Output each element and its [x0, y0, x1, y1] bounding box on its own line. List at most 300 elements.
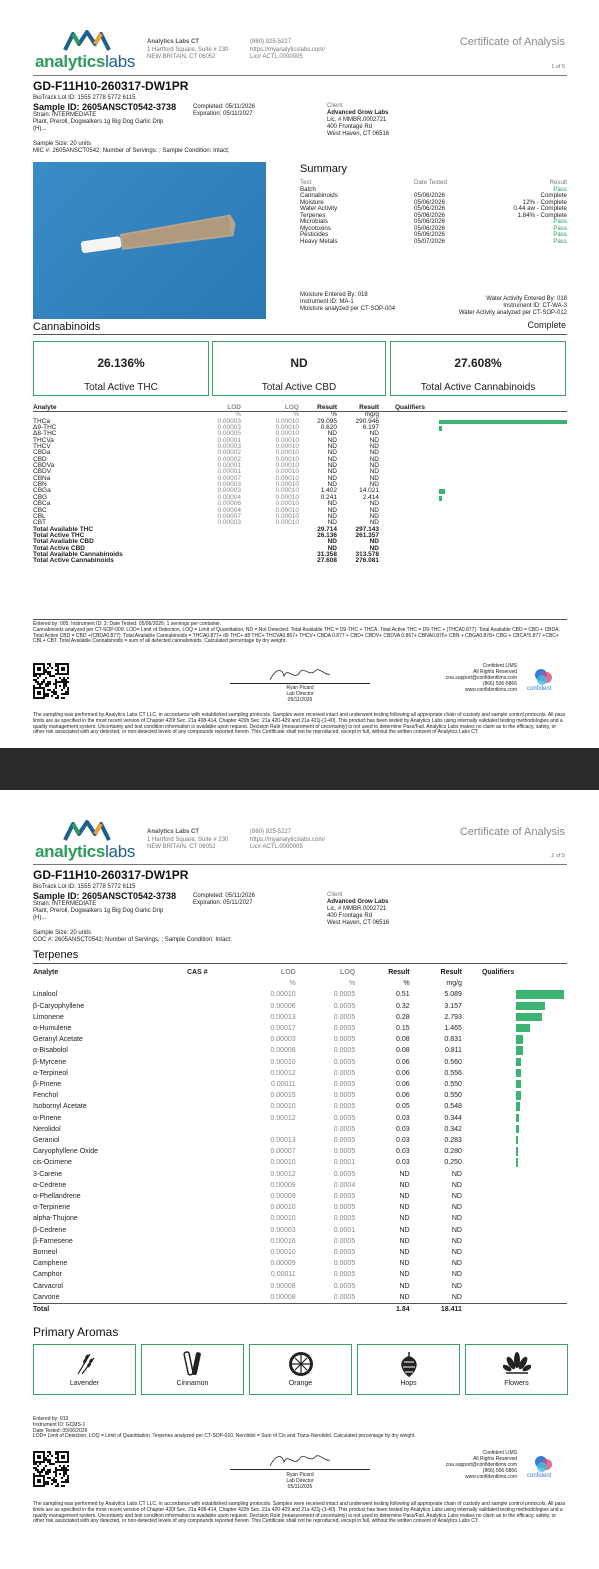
- lims-email[interactable]: coa.support@confidentlims.com: [445, 1462, 517, 1468]
- aroma-box-orange: [249, 1344, 352, 1395]
- loq-value: 0.0005: [333, 1069, 356, 1077]
- analyte-name: CBDa: [33, 449, 51, 457]
- table-row: [33, 1292, 567, 1304]
- summary-test: Batch: [300, 185, 316, 193]
- result-pct: 0.03: [395, 1125, 410, 1133]
- loq-value: [241, 558, 299, 564]
- divider: [33, 864, 567, 865]
- table-row: [33, 1180, 567, 1191]
- analyte-name: THCV: [33, 443, 51, 451]
- bar-cell: [516, 1236, 567, 1247]
- loq-value: 0.0005: [333, 1148, 356, 1156]
- analyte-name: CBT: [33, 519, 46, 527]
- qualifier: [462, 1079, 516, 1090]
- confident-logo: [527, 1456, 567, 1484]
- result-mg: ND: [451, 1204, 462, 1212]
- lod-value: 0.00003: [217, 443, 241, 451]
- result-pct: ND: [327, 430, 337, 438]
- qualifier: [462, 1247, 516, 1258]
- lavender-icon: [34, 1350, 135, 1380]
- lod-value: 0.00008: [270, 1282, 296, 1290]
- lod-value: 0.00010: [270, 991, 296, 999]
- result-pct: 0.03: [395, 1114, 410, 1122]
- cas-number: [187, 1090, 236, 1101]
- col-cas: CAS #: [186, 969, 208, 976]
- divider: [33, 75, 567, 76]
- analyte-name: alpha-Thujone: [33, 1215, 78, 1223]
- result-mg: ND: [451, 1170, 462, 1178]
- terp-entered-by: Entered by: 013: [33, 1416, 69, 1422]
- total-name: Total Active Cannabinoids: [33, 557, 114, 565]
- qualifier: [379, 558, 439, 564]
- result-mg: 0.550: [444, 1081, 462, 1089]
- bar-cell: [516, 1180, 567, 1191]
- bar-cell: [516, 1247, 567, 1258]
- result-mg: 0.250: [444, 1159, 462, 1167]
- client-license: Lic. # MMBR.0002721: [327, 117, 387, 123]
- lab-phone: (860) 925-5227: [250, 39, 292, 45]
- result-bar: [516, 1013, 542, 1021]
- result-mg: 0.811: [444, 1047, 462, 1055]
- result-bar: [516, 1136, 519, 1144]
- client-name: Advanced Grow Labs: [327, 110, 389, 116]
- result-mg: ND: [369, 512, 379, 520]
- result-pct: 0.08: [395, 1047, 410, 1055]
- lod-value: 0.00003: [270, 1226, 296, 1234]
- aroma-box-cinnamon: [141, 1344, 244, 1395]
- result-mg: 0.344: [444, 1114, 462, 1122]
- bar-cell: [516, 1101, 567, 1112]
- analyte-name: β-Caryophyllene: [33, 1002, 85, 1010]
- disclaimer: The sampling was performed by Analytics Labs CT LLC, in accordance with established sampling protocols. Samples were received intact and underwent testing following all appropriate chain of custody and sample control protocols. All pass limits are as specified in the most recent version of Chapter 420f Sec. 21a 408-414, Chapter 420h Sec. 21a 420-429 and 21a 421j-(1-40). This product has been tested by Analytics Labs using internally validated testing methodologies and a quality management system. Uncertainty and test condition information is available upon request. Decision Rule (measurement of uncertainty) is not used to determine Pass/Fail. Analytics Labs makes no claim as to the efficacy, safety, or other risk associated with any detected, or non-detected levels of any compounds reported herein. This Certificate shall not be reproduced, except in full, without the written consent of Analytics Labs CT.: [33, 712, 566, 736]
- loq-value: 0.0005: [333, 1271, 356, 1279]
- result-mg: 0.831: [444, 1036, 462, 1044]
- doc-title: Certificate of Analysis: [459, 826, 565, 838]
- analyte-name: Fenchol: [33, 1092, 58, 1100]
- bar-cell: [516, 1202, 567, 1213]
- cas-number: [187, 1191, 236, 1202]
- cas-number: [187, 1001, 236, 1012]
- summary-table: [300, 180, 567, 245]
- total-cbd-box: [212, 341, 386, 396]
- cas-number: [187, 1247, 236, 1258]
- loq-value: 0.0005: [333, 1047, 356, 1055]
- total-name: Total Available THC: [33, 525, 94, 533]
- loq-value: 0.0005: [333, 1081, 356, 1089]
- logo-word-analytics: analytics: [35, 842, 106, 861]
- table-row: [33, 1258, 567, 1269]
- lab-name: Analytics Labs CT: [147, 829, 200, 835]
- col-result-pct: Result: [317, 404, 337, 411]
- qualifier: [462, 1269, 516, 1280]
- signature-line: [230, 1450, 370, 1470]
- product-name-2: (H)...: [33, 915, 47, 921]
- analyte-name: Caryophyllene Oxide: [33, 1148, 98, 1156]
- bar-cell: [516, 1045, 567, 1056]
- page-number: 1 of 5: [551, 64, 565, 70]
- loq-value: 0.00010: [275, 417, 299, 425]
- result-bar: [516, 990, 564, 998]
- expiration-date: Expiration: 05/11/2027: [193, 111, 253, 117]
- loq-value: 0.00010: [275, 449, 299, 457]
- lod-value: 0.00012: [270, 1114, 296, 1122]
- result-mg: ND: [451, 1215, 462, 1223]
- summary-result: Pass: [553, 237, 567, 245]
- lims-line-2: All Rights Reserved: [473, 669, 517, 675]
- summary-test: Heavy Metals: [300, 237, 338, 245]
- result-bar: [516, 1102, 521, 1110]
- lod-value: 0.00003: [217, 481, 241, 489]
- lims-website[interactable]: www.confidentlims.com: [465, 1474, 517, 1480]
- result-pct: ND: [399, 1260, 410, 1268]
- total-pct: 31.358: [317, 550, 337, 558]
- bar-cell: [516, 1023, 567, 1034]
- analyte-name: THCa: [33, 417, 50, 425]
- page-2: [0, 790, 599, 1569]
- totals-boxes: [33, 341, 566, 396]
- loq-value: 0.00010: [275, 443, 299, 451]
- result-pct: ND: [327, 519, 337, 527]
- table-row: [33, 989, 567, 1000]
- result-mg: ND: [451, 1282, 462, 1290]
- bar-cell: [516, 1269, 567, 1280]
- lab-website[interactable]: https://myanalyticslabs.com/: [250, 836, 326, 843]
- table-row: [33, 1045, 567, 1056]
- cas-number: [187, 1023, 236, 1034]
- total-pct: ND: [327, 538, 337, 546]
- unit-result-pct: %: [331, 411, 337, 419]
- result-mg: 5.089: [444, 991, 462, 999]
- signature-line: [230, 664, 370, 684]
- table-row: [33, 1146, 567, 1157]
- client-license: Lic. # MMBR.0002721: [327, 906, 387, 912]
- page-number: 2 of 5: [551, 853, 565, 859]
- col-qualifiers: Qualifiers: [481, 969, 515, 976]
- qualifier: [462, 1068, 516, 1079]
- table-row: [33, 1101, 567, 1112]
- result-mg: ND: [369, 443, 379, 451]
- cas-number: [187, 1180, 236, 1191]
- bar-cell: [516, 1113, 567, 1124]
- result-pct: 0.06: [395, 1081, 410, 1089]
- bar-cell: [516, 989, 567, 1000]
- loq-value: 0.0005: [333, 991, 356, 999]
- lims-website[interactable]: www.confidentlims.com: [465, 687, 517, 693]
- table-row: [33, 1191, 567, 1202]
- lod-value: 0.00002: [217, 455, 241, 463]
- result-mg: 0.280: [444, 1148, 462, 1156]
- loq-value: 0.00010: [275, 455, 299, 463]
- result-mg: 1.465: [444, 1025, 462, 1033]
- sample-size: Sample Size: 20 units: [33, 930, 92, 936]
- qualifier: [462, 1157, 516, 1168]
- loq-value: 0.0005: [333, 1215, 356, 1223]
- lims-email[interactable]: coa.support@confidentlims.com: [445, 675, 517, 681]
- logo-word-labs: labs: [105, 842, 136, 861]
- cannabinoids-title: Cannabinoids: [33, 321, 101, 333]
- result-pct: ND: [399, 1237, 410, 1245]
- loq-value: 0.0001: [333, 1159, 356, 1167]
- product-name: Plant, Preroll, Dogwalkers 1g Big Dog Garlic Drip: [33, 119, 164, 125]
- cas-number: [187, 1146, 236, 1157]
- terp-instrument: Instrument ID: GCMS-1: [33, 1421, 86, 1428]
- qr-code[interactable]: [33, 663, 69, 699]
- cas-number: [187, 1135, 236, 1146]
- result-mg: 0.342: [444, 1125, 462, 1133]
- analyte-name: Limonene: [33, 1013, 64, 1021]
- qr-code[interactable]: [33, 1451, 69, 1487]
- result-mg: ND: [369, 500, 379, 508]
- signer-title: Lab Director: [286, 1478, 314, 1484]
- col-result-mg: Result: [359, 404, 379, 411]
- result-mg: ND: [369, 506, 379, 514]
- result-bar: [516, 1158, 518, 1166]
- terpenes-title: Terpenes: [33, 949, 79, 961]
- cannabinoid-table: [33, 405, 567, 565]
- cas-number: [187, 1045, 236, 1056]
- hops-icon: [358, 1350, 459, 1380]
- bar-cell: [516, 1012, 567, 1023]
- qualifier: [462, 1113, 516, 1124]
- orange-icon: [250, 1350, 351, 1380]
- lod-value: 0.00001: [217, 462, 241, 470]
- result-pct: ND: [399, 1249, 410, 1257]
- result-pct: ND: [399, 1271, 410, 1279]
- expiration-date: Expiration: 05/11/2027: [193, 900, 253, 906]
- summary-test: Microbials: [300, 218, 328, 225]
- client-name: Advanced Grow Labs: [327, 899, 389, 905]
- result-pct: 0.15: [395, 1025, 410, 1033]
- result-bar: [516, 1091, 521, 1099]
- result-bar: [439, 420, 567, 425]
- col-lod: LOD: [280, 969, 296, 976]
- lab-phone: (860) 925-5227: [250, 829, 292, 835]
- unit-lod: %: [235, 411, 241, 419]
- lod-value: 0.00010: [270, 1249, 296, 1257]
- loq-value: 0.0005: [333, 1058, 356, 1066]
- water-entered: Water Activity Entered By: 018: [486, 296, 567, 302]
- result-mg: ND: [369, 455, 379, 463]
- unit-result-mg: mg/g: [364, 411, 379, 419]
- lod-value: 0.00006: [217, 500, 241, 508]
- result-mg: 14.021: [359, 487, 379, 495]
- page-1: [0, 0, 599, 748]
- analyte-name: Camphor: [33, 1271, 62, 1279]
- result-bar: [516, 1147, 519, 1155]
- result-pct: 0.03: [395, 1159, 410, 1167]
- analyte-name: CBN: [33, 481, 47, 489]
- qualifier: [462, 1090, 516, 1101]
- total-name: Total Available Cannabinoids: [33, 550, 123, 558]
- summary-test: Moisture: [300, 198, 324, 206]
- aroma-label: Lavender: [69, 1380, 100, 1387]
- qualifier: [462, 989, 516, 1000]
- table-row: [33, 1213, 567, 1224]
- total-mg: 18.411: [440, 1306, 462, 1314]
- loq-value: 0.00010: [275, 474, 299, 482]
- result-pct: ND: [327, 468, 337, 476]
- analyte-name: Isobornyl Acetate: [33, 1103, 87, 1111]
- signature-icon: [230, 664, 370, 684]
- result-pct: ND: [327, 500, 337, 508]
- lod-value: 0.00009: [270, 1181, 296, 1189]
- analyte-name: α-Terpinene: [33, 1204, 71, 1212]
- lod-value: 0.00010: [270, 1204, 296, 1212]
- total-mg: 276.081: [355, 557, 379, 565]
- lod-value: 0.00010: [270, 1103, 296, 1111]
- result-mg: ND: [369, 519, 379, 527]
- table-row: [33, 1269, 567, 1280]
- result-pct: 0.08: [395, 1036, 410, 1044]
- cas-number: [187, 1157, 236, 1168]
- total-cannabinoids-value: 27.608%: [454, 356, 502, 370]
- loq-value: 0.0005: [333, 1092, 356, 1100]
- result-pct: ND: [327, 449, 337, 457]
- result-pct: ND: [327, 455, 337, 463]
- bar-cell: [516, 1281, 567, 1292]
- bar-cell: [516, 1090, 567, 1101]
- lod-value: 0.00007: [217, 512, 241, 520]
- total-pct: ND: [327, 544, 337, 552]
- result-mg: ND: [451, 1293, 462, 1301]
- table-row: [33, 1012, 567, 1023]
- total-mg: ND: [369, 544, 379, 552]
- table-row: [33, 1057, 567, 1068]
- lod-value: 0.00012: [270, 1170, 296, 1178]
- result-mg: 0.560: [444, 1058, 462, 1066]
- table-row: [33, 1034, 567, 1045]
- bar-cell: [516, 1135, 567, 1146]
- total-pct: 27.608: [317, 557, 337, 565]
- cannabinoids-status: Complete: [527, 320, 566, 330]
- lab-address-2: NEW BRITAIN, CT 06052: [147, 844, 216, 850]
- total-mg: 297.143: [355, 525, 379, 533]
- confident-brand: confident: [527, 1473, 552, 1479]
- total-cbd-value: ND: [290, 356, 308, 370]
- result-mg: ND: [451, 1271, 462, 1279]
- product-name-2: (H)...: [33, 126, 47, 132]
- analyte-name: α-Phellandrene: [33, 1193, 81, 1201]
- analyte-name: Borneol: [33, 1249, 58, 1257]
- loq-value: 0.0005: [333, 1137, 356, 1145]
- lod-value: 0.00017: [270, 1025, 296, 1033]
- result-pct: ND: [399, 1226, 410, 1234]
- result-bar: [516, 1046, 524, 1054]
- lod-value: 0.00003: [217, 417, 241, 425]
- lab-website[interactable]: https://myanalyticslabs.com/: [250, 46, 326, 53]
- lod-value: 0.00010: [270, 1058, 296, 1066]
- bar-cell: [439, 558, 567, 564]
- lod-value: 0.00010: [270, 1159, 296, 1167]
- page-separator: [0, 748, 599, 790]
- analyte-name: THCVa: [33, 436, 54, 444]
- loq-value: 0.0005: [333, 1249, 356, 1257]
- analyte-name: Linalool: [33, 991, 58, 999]
- qualifier: [462, 1012, 516, 1023]
- analyte-name: cis-Ocimene: [33, 1159, 72, 1167]
- summary-result: 12% - Complete: [522, 198, 567, 206]
- table-row: [33, 1281, 567, 1292]
- col-analyte: Analyte: [33, 404, 57, 411]
- lod-value: 0.00016: [270, 1237, 296, 1245]
- lod-value: 0.00011: [270, 1271, 296, 1279]
- coc-line: COC #: 2605ANSCT0542; Number of Servings: ; Sample Condition: Intact;: [33, 937, 232, 943]
- table-row: [33, 1068, 567, 1079]
- qualifier: [462, 1191, 516, 1202]
- cas-number: [187, 1225, 236, 1236]
- loq-value: 0.00010: [275, 436, 299, 444]
- loq-value: 0.0005: [333, 1002, 356, 1010]
- lod-value: 0.00011: [270, 1081, 296, 1089]
- result-pct: ND: [399, 1181, 410, 1189]
- result-bar: [516, 1002, 546, 1010]
- unit-loq: %: [348, 980, 356, 988]
- table-row: [33, 1135, 567, 1146]
- bar-cell: [516, 1157, 567, 1168]
- analyte-name: CBGa: [33, 487, 51, 495]
- qualifier: [462, 1258, 516, 1269]
- result-bar: [516, 1125, 519, 1133]
- analyte-name: β-Pinene: [33, 1081, 62, 1089]
- bar-cell: [516, 1169, 567, 1180]
- summary-result: Pass: [553, 185, 567, 193]
- loq-value: 0.00010: [275, 481, 299, 489]
- logo-word-analytics: analytics: [35, 52, 106, 71]
- sample-title: GD-F11H10-260317-DW1PR: [33, 79, 189, 93]
- result-mg: 2.414: [362, 493, 379, 501]
- cas-number: [187, 1202, 236, 1213]
- loq-value: 0.00010: [275, 519, 299, 527]
- qualifier: [462, 1213, 516, 1224]
- unit-result-mg: mg/g: [446, 980, 462, 988]
- cas-number: [187, 1292, 236, 1304]
- total-thc-label: Total Active THC: [84, 382, 158, 393]
- result-pct: 0.51: [395, 991, 410, 999]
- cas-number: [187, 1012, 236, 1023]
- col-loq: LOQ: [284, 404, 299, 411]
- signature-icon: [230, 1450, 370, 1470]
- qualifier: [462, 1281, 516, 1292]
- summary-test: Pesticides: [300, 231, 329, 238]
- logo-word-labs: labs: [105, 52, 136, 71]
- completed-date: Completed: 05/11/2026: [193, 893, 255, 899]
- analyte-name: α-Pinene: [33, 1114, 62, 1122]
- mic-line: MIC #: 2605ANSCT0542; Number of Servings: ; Sample Condition: Intact;: [33, 148, 230, 154]
- qualifier: [462, 1236, 516, 1247]
- signer-title: Lab Director: [286, 691, 314, 697]
- total-mg: 261.357: [355, 531, 379, 539]
- summary-date: 05/06/2026: [414, 198, 445, 206]
- summary-date: 05/06/2026: [414, 205, 445, 212]
- analytics-labs-logo: [35, 820, 135, 865]
- result-mg: 2.793: [444, 1013, 462, 1021]
- result-bar: [516, 1058, 521, 1066]
- lab-address-1: 1 Hartford Square, Suite # 230: [147, 836, 229, 843]
- lod-value: 0.00008: [270, 1293, 296, 1301]
- total-thc-box: [33, 341, 209, 396]
- loq-value: 0.00010: [275, 506, 299, 514]
- result-pct: 0.06: [395, 1092, 410, 1100]
- result-mg: ND: [451, 1226, 462, 1234]
- qualifier: [462, 1045, 516, 1056]
- bar-cell: [516, 1292, 567, 1304]
- product-name: Plant, Preroll, Dogwalkers 1g Big Dog Garlic Drip: [33, 908, 164, 914]
- col-qualifiers: Qualifiers: [395, 404, 425, 411]
- result-mg: ND: [451, 1237, 462, 1245]
- lod-value: 0.00003: [270, 1036, 296, 1044]
- bar-cell: [516, 1258, 567, 1269]
- loq-value: 0.0005: [333, 1036, 356, 1044]
